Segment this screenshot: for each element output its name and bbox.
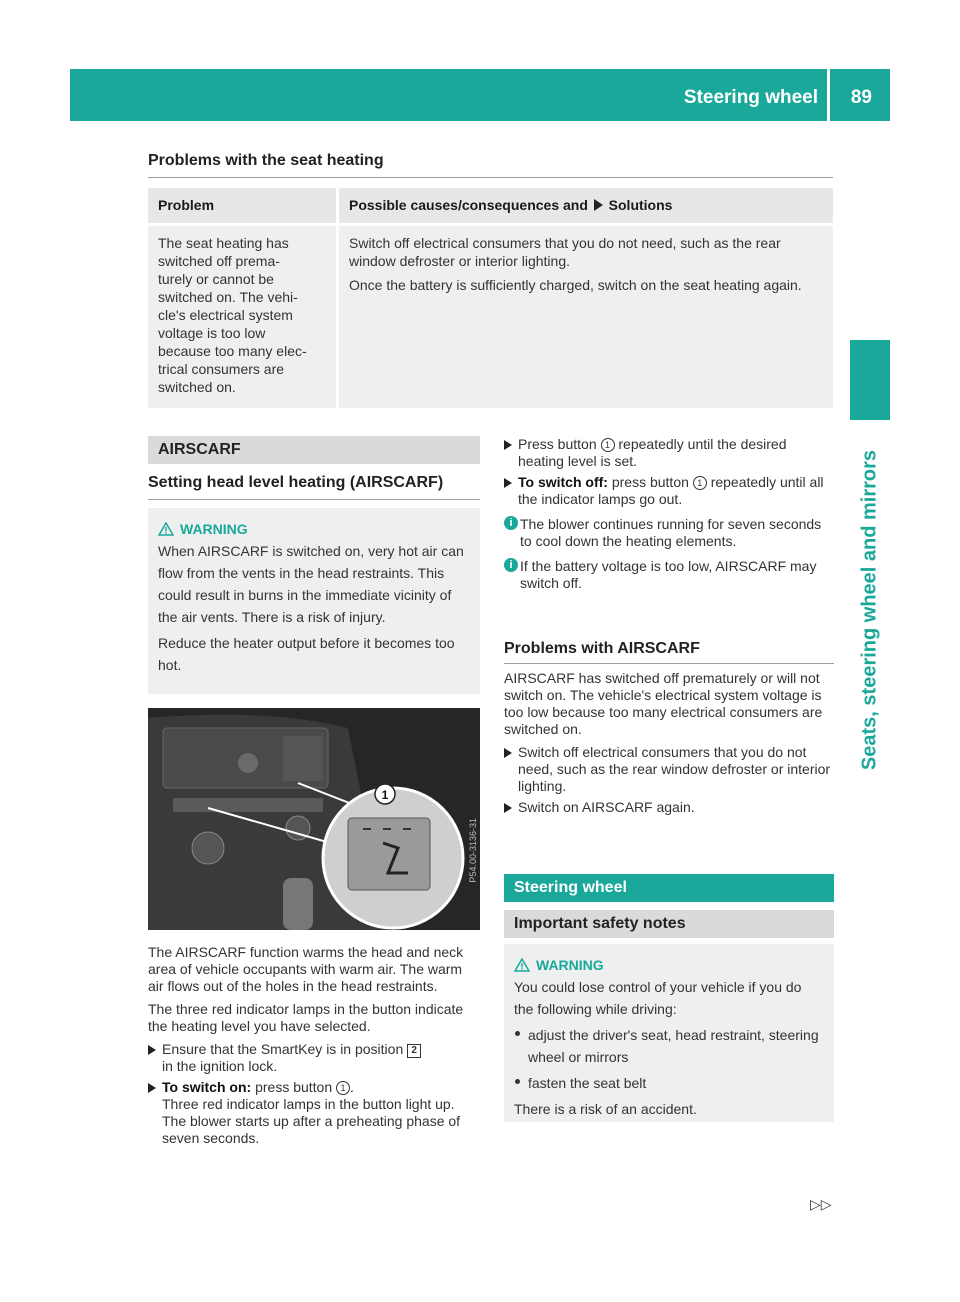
- header-divider: [827, 69, 830, 121]
- arrow-icon: [594, 199, 603, 211]
- airscarf-heading: Setting head level heating (AIRSCARF): [148, 474, 444, 491]
- warning-text: Reduce the heater output before it becomes too hot.: [158, 635, 455, 673]
- problem-cell: [148, 225, 338, 409]
- problem-line: switched on.: [158, 379, 236, 395]
- problem-line: because too many elec-: [158, 343, 307, 359]
- side-tab-marker: [850, 340, 890, 420]
- instruction-step: To switch off: press button 1 repeatedly until all the indicator lamps go out.: [504, 474, 834, 508]
- info-icon: i: [504, 516, 518, 530]
- section-rule: [148, 177, 833, 178]
- problem-line: switched on. The vehi-: [158, 289, 298, 305]
- airscarf-problems-heading: Problems with AIRSCARF: [504, 640, 700, 657]
- warning-bullet: fasten the seat belt: [514, 1072, 824, 1094]
- col-header-problem: Problem: [148, 188, 338, 225]
- continue-arrows-icon: ▷▷: [810, 1196, 832, 1212]
- problem-line: voltage is too low: [158, 325, 266, 341]
- figure-code: P54.00-3136-31: [468, 818, 478, 883]
- step-arrow-icon: [504, 440, 512, 450]
- steering-wheel-band: Steering wheel: [504, 874, 834, 902]
- info-note: i If the battery voltage is too low, AIRSCARF may switch off.: [504, 558, 834, 592]
- warning-title: WARNING: [514, 954, 824, 976]
- step-arrow-icon: [504, 748, 512, 758]
- problem-line: The seat heating has: [158, 235, 289, 251]
- airscarf-band: AIRSCARF: [148, 436, 480, 464]
- page-number: 89: [850, 87, 872, 108]
- callout-number: 1: [381, 788, 389, 802]
- problem-line: turely or cannot be: [158, 271, 274, 287]
- paragraph: The three red indicator lamps in the button indicate the heating level you have selected.: [148, 1001, 464, 1034]
- safety-notes-band: Important safety notes: [504, 910, 834, 938]
- airscarf-button-photo: [148, 708, 480, 930]
- seat-heating-table: [148, 188, 833, 408]
- warning-bullet: adjust the driver's seat, head restraint, steering wheel or mirrors: [514, 1024, 824, 1068]
- callout-1-icon: 1: [693, 476, 707, 490]
- console-illustration: [148, 708, 480, 930]
- warning-text: When AIRSCARF is switched on, very hot air can flow from the vents in the head restraints. This could result in burns in the immediate vicinity of the air vents. There is a risk of injury.: [158, 543, 464, 625]
- step-arrow-icon: [504, 803, 512, 813]
- instruction-step: Switch on AIRSCARF again.: [504, 799, 834, 816]
- solution-text: Once the battery is sufficiently charged, switch on the seat heating again.: [349, 277, 802, 293]
- step-arrow-icon: [148, 1083, 156, 1093]
- airscarf-left-text: [148, 944, 480, 1151]
- problem-line: switched off prema-: [158, 253, 280, 269]
- warning-text: There is a risk of an accident.: [514, 1101, 697, 1117]
- airscarf-right-text: [504, 436, 834, 600]
- solution-text: Switch off electrical consumers that you do not need, such as the rear window defroster or interior lighting.: [349, 235, 781, 269]
- seat-heating-heading: Problems with the seat heating: [148, 152, 384, 169]
- paragraph: AIRSCARF has switched off prematurely or will not switch on. The vehicle's electrical system voltage is too low because too many electrical consumers are switched on.: [504, 670, 823, 737]
- step-arrow-icon: [148, 1045, 156, 1055]
- steering-warning-box: [504, 944, 834, 1122]
- instruction-step: Switch off electrical consumers that you do not need, such as the rear window defroster or interior lighting.: [504, 744, 834, 795]
- warning-text: You could lose control of your vehicle if you do the following while driving:: [514, 979, 802, 1017]
- warning-triangle-icon: [514, 958, 530, 972]
- info-note: i The blower continues running for seven seconds to cool down the heating elements.: [504, 516, 834, 550]
- callout-1-icon: 1: [601, 438, 615, 452]
- section-rule: [148, 499, 480, 500]
- callout-1-icon: 1: [336, 1081, 350, 1095]
- side-tab-label: Seats, steering wheel and mirrors: [858, 449, 881, 771]
- step-arrow-icon: [504, 478, 512, 488]
- instruction-step: Ensure that the SmartKey is in position 2 in the ignition lock.: [148, 1041, 480, 1075]
- ignition-position-icon: 2: [407, 1044, 421, 1058]
- airscarf-problems-text: [504, 670, 834, 820]
- chapter-title: Steering wheel: [683, 87, 818, 108]
- instruction-step: To switch on: press button 1 . Three red indicator lamps in the button light up. The blower starts up after a preheating phase of seven seconds.: [148, 1079, 480, 1147]
- warning-triangle-icon: [158, 522, 174, 536]
- page-header: [70, 69, 890, 121]
- problem-line: cle's electrical system: [158, 307, 293, 323]
- warning-title: WARNING: [158, 518, 470, 540]
- problem-line: trical consumers are: [158, 361, 285, 377]
- airscarf-warning-box: [148, 508, 480, 694]
- instruction-step: Press button 1 repeatedly until the desired heating level is set.: [504, 436, 834, 470]
- paragraph: The AIRSCARF function warms the head and neck area of vehicle occupants with warm air. The warm air flows out of the holes in the head restraints.: [148, 944, 464, 994]
- info-icon: i: [504, 558, 518, 572]
- col-header-solutions: Possible causes/consequences and Solutions: [338, 188, 834, 225]
- section-rule: [504, 663, 834, 664]
- solution-cell: [338, 225, 834, 409]
